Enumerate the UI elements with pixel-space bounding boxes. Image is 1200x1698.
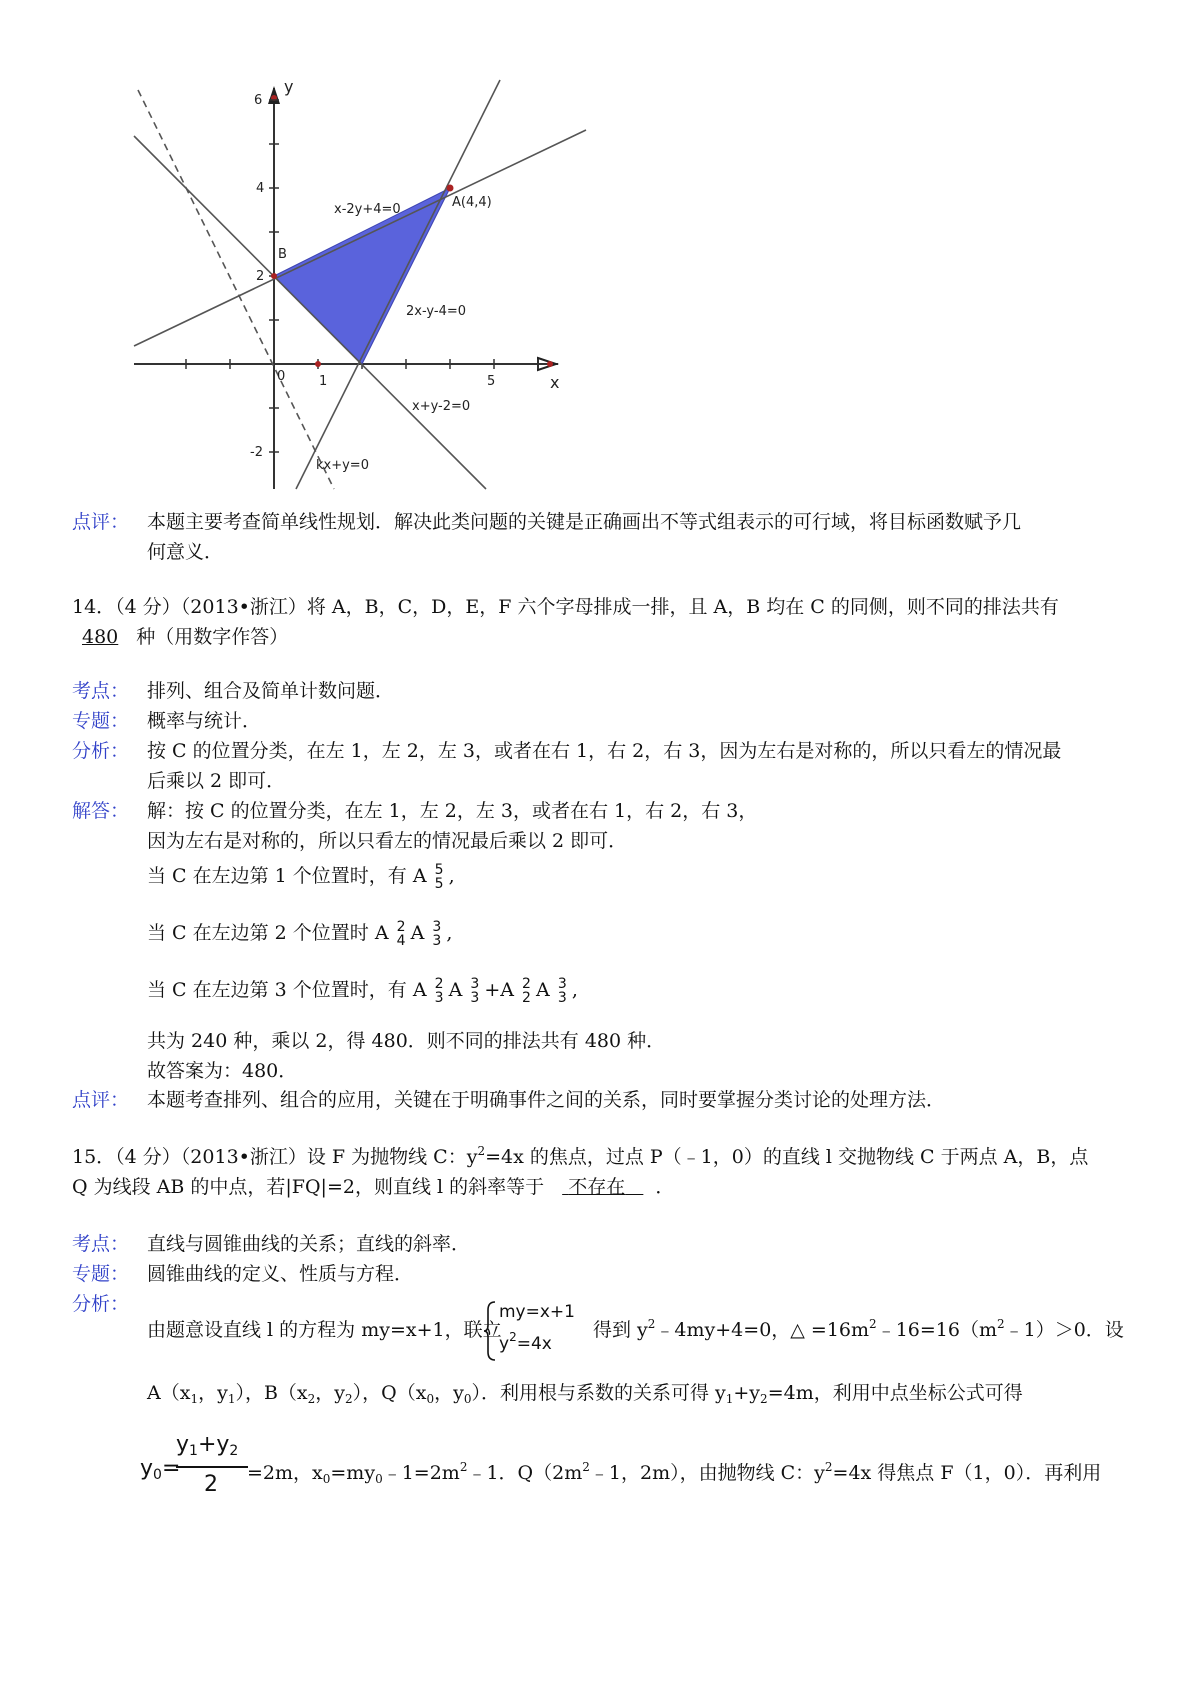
q15-fenxi-line3: =2m，$x_0=my_0﹣1=2m^2﹣1$．$Q(2m^2﹣1$，2m），由抛物线 C：$y^2=4x$ 得焦点 F（1，0）．再利用 [247, 1460, 1102, 1486]
q13-review-line1: 本题主要考查简单线性规划．解决此类问题的关键是正确画出不等式组表示的可行域，将目标函数赋予几 [147, 511, 1022, 533]
perm-3-3: 3 3 [432, 919, 442, 949]
q14-total: 共为 240 种，乘以 2，得 480．则不同的排法共有 480 种． [147, 1030, 666, 1052]
q15-zhuanti-label: 专题： [72, 1263, 130, 1285]
q15-stem-line2: Q 为线段 AB 的中点，若|FQ|=2，则直线 l 的斜率等于 不存在 ． [72, 1176, 675, 1198]
tick-y-4: 4 [256, 181, 265, 196]
q14-jieda-label: 解答： [72, 800, 130, 822]
q15-zhuanti: 圆锥曲线的定义、性质与方程． [147, 1263, 414, 1285]
tick-x-1: 1 [319, 374, 328, 389]
q14-case1: 当 C 在左边第 1 个位置时，有 A 5 5 , [147, 862, 455, 892]
q14-zhuanti: 概率与统计． [147, 710, 262, 732]
q15-answer: 不存在 [568, 1176, 626, 1198]
q14-stem-line1: 14．（4 分）（2013•浙江）将 A，B，C，D，E，F 六个字母排成一排，且 A，B 均在 C 的同侧，则不同的排法共有 [72, 596, 1059, 618]
q14-review-label: 点评： [72, 1089, 130, 1111]
tick-x-0: 0 [277, 369, 286, 384]
label-line3: x+y-2=0 [412, 399, 471, 414]
label-point-b: B [278, 247, 287, 262]
q14-jieda-line2: 因为左右是对称的，所以只看左的情况最后乘以 2 即可． [147, 830, 628, 852]
q15-fenxi-line1b: 得到 $y^2﹣4my+4=0$，△ $=16m^2﹣16=16(m^2﹣1)>0$．设 [593, 1317, 1124, 1341]
axis-x-label: x [550, 373, 560, 392]
perm-5-5: 5 5 [434, 862, 444, 892]
q14-review: 本题考查排列、组合的应用，关键在于明确事件之间的关系，同时要掌握分类讨论的处理方法． [147, 1089, 946, 1111]
q14-final: 故答案为：480． [147, 1060, 298, 1082]
q15-kaodian: 直线与圆锥曲线的关系；直线的斜率． [147, 1233, 471, 1255]
q14-zhuanti-label: 专题： [72, 710, 130, 732]
q13-review-label: 点评： [72, 511, 130, 533]
tick-y-2: 2 [256, 269, 265, 284]
tick-y-6: 6 [254, 93, 263, 108]
q15-fenxi-line2: $A(x_1$，$y_1$），$B(x_2$，$y_2$），$Q(x_0$，$y_0$）．利用根与系数的关系可得 $y_1+y_2=4m$，利用中点坐标公式可得 [147, 1382, 1023, 1406]
q14-stem-rest: 种（用数字作答） [136, 626, 289, 648]
q14-jieda-line1: 解：按 C 的位置分类，在左 1，左 2，左 3，或者在右 1，右 2，右 3， [147, 800, 758, 822]
q14-case2: 当 C 在左边第 2 个位置时 A 2 4 A 3 3 , [147, 919, 453, 949]
fraction-y0: $y_0=$ $y_1+y_2$ 2 [140, 1432, 250, 1504]
q14-fenxi-line1: 按 C 的位置分类，在左 1，左 2，左 3，或者在右 1，右 2，右 3，因为左右是对称的，所以只看左的情况最 [147, 740, 1062, 762]
q14-case3: 当 C 在左边第 3 个位置时，有 A 2 3 A 3 3 +A 2 2 A 3 3 , [147, 976, 578, 1006]
q14-stem-line2 [82, 622, 288, 652]
brace-icon [483, 1300, 497, 1362]
q15-fenxi-line1a: 由题意设直线 l 的方程为 my=x+1，联立 [147, 1319, 502, 1341]
label-line4: kx+y=0 [316, 458, 369, 473]
feasible-region-graph [126, 74, 596, 494]
point-b [271, 273, 277, 279]
q14-kaodian: 排列、组合及简单计数问题． [147, 680, 395, 702]
q13-review-line2: 何意义． [147, 541, 224, 563]
tick-x-5: 5 [487, 374, 496, 389]
equation-system [483, 1300, 583, 1362]
q15-kaodian-label: 考点： [72, 1233, 130, 1255]
q15-fenxi-label: 分析： [72, 1293, 130, 1315]
sys-eq2: $y^2=4x$ [499, 1330, 552, 1354]
label-point-a: A(4,4) [452, 195, 492, 210]
q14-fenxi-label: 分析： [72, 740, 130, 762]
perm-2-4: 2 4 [396, 919, 406, 949]
label-line2: 2x-y-4=0 [406, 304, 467, 319]
sys-eq1: my=x+1 [499, 1302, 575, 1322]
label-line1: x-2y+4=0 [334, 202, 401, 217]
q15-stem-line1: 15．（4 分）（2013•浙江）设 F 为抛物线 C：$y^2=4x$ 的焦点，过点 P（﹣1，0）的直线 l 交抛物线 C 于两点 A，B，点 [72, 1144, 1089, 1168]
q14-kaodian-label: 考点： [72, 680, 130, 702]
axis-y-label: y [284, 77, 294, 96]
tick-y-neg2: -2 [250, 445, 263, 460]
q14-fenxi-line2: 后乘以 2 即可． [147, 770, 286, 792]
q14-answer: 480 [82, 626, 119, 648]
point-a [447, 185, 454, 192]
